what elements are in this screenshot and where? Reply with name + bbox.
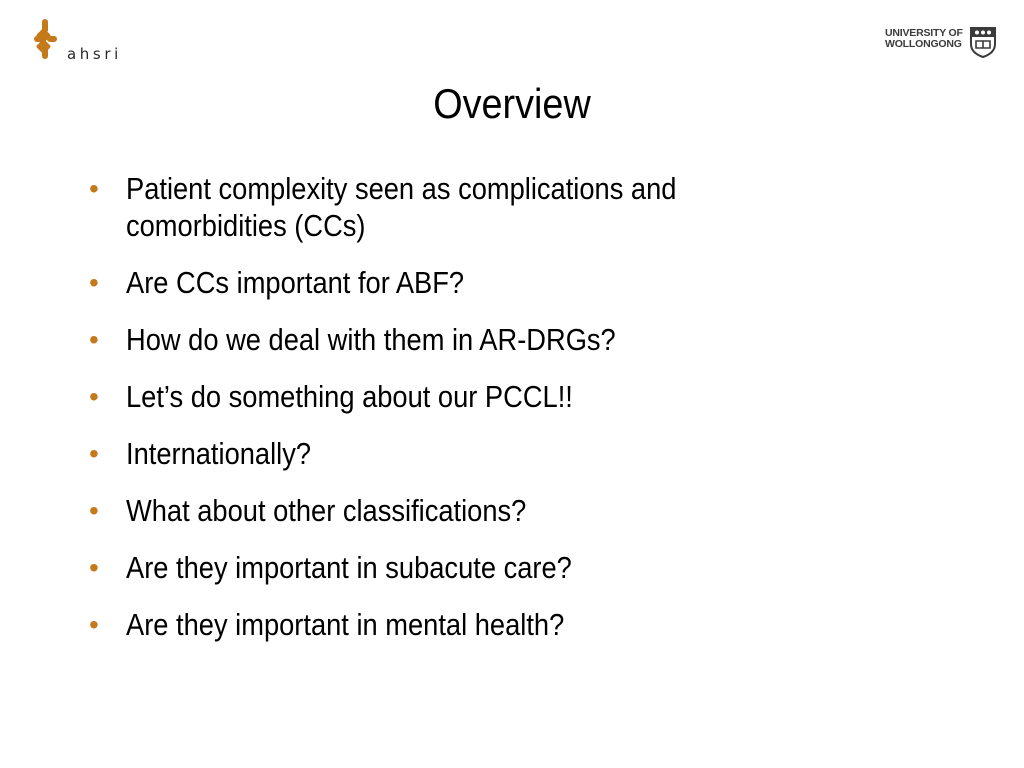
slide-title: Overview [433, 80, 591, 127]
bullet-text: Are they important in mental health? [126, 607, 565, 642]
bullet-item [86, 549, 966, 586]
ahsri-wordmark: ahsri [67, 45, 122, 63]
university-wordmark-line2: WOLLONGONG [885, 38, 962, 50]
bullet-dot-icon: • [89, 324, 99, 355]
bullet-dot-icon: • [89, 495, 99, 526]
bullet-text: Let’s do something about our PCCL!! [126, 379, 573, 414]
bullet-dot-icon: • [89, 552, 99, 583]
bullet-dot-icon: • [89, 609, 99, 640]
bullet-item [86, 264, 966, 301]
bullet-text: How do we deal with them in AR-DRGs? [126, 322, 616, 357]
bullet-text: Patient complexity seen as complications and comorbidities (CCs) [126, 171, 677, 243]
bullet-dot-icon: • [89, 381, 99, 412]
bullet-text: Internationally? [126, 436, 312, 471]
bullet-list [86, 170, 966, 663]
bullet-text: Are CCs important for ABF? [126, 265, 465, 300]
bullet-dot-icon: • [89, 438, 99, 469]
bullet-dot-icon: • [89, 173, 99, 204]
ahsri-logo [34, 18, 144, 68]
bullet-text: What about other classifications? [126, 493, 527, 528]
university-wordmark [885, 28, 963, 50]
bullet-item [86, 435, 966, 472]
university-wordmark-line1: UNIVERSITY OF [885, 27, 963, 39]
bullet-item [86, 321, 966, 358]
bullet-item [86, 378, 966, 415]
bullet-dot-icon: • [89, 267, 99, 298]
bullet-item [86, 606, 966, 643]
bullet-text: Are they important in subacute care? [126, 550, 572, 585]
university-crest-icon [969, 26, 997, 58]
bullet-item [86, 492, 966, 529]
university-logo [885, 26, 1000, 60]
bullet-item [86, 170, 966, 244]
